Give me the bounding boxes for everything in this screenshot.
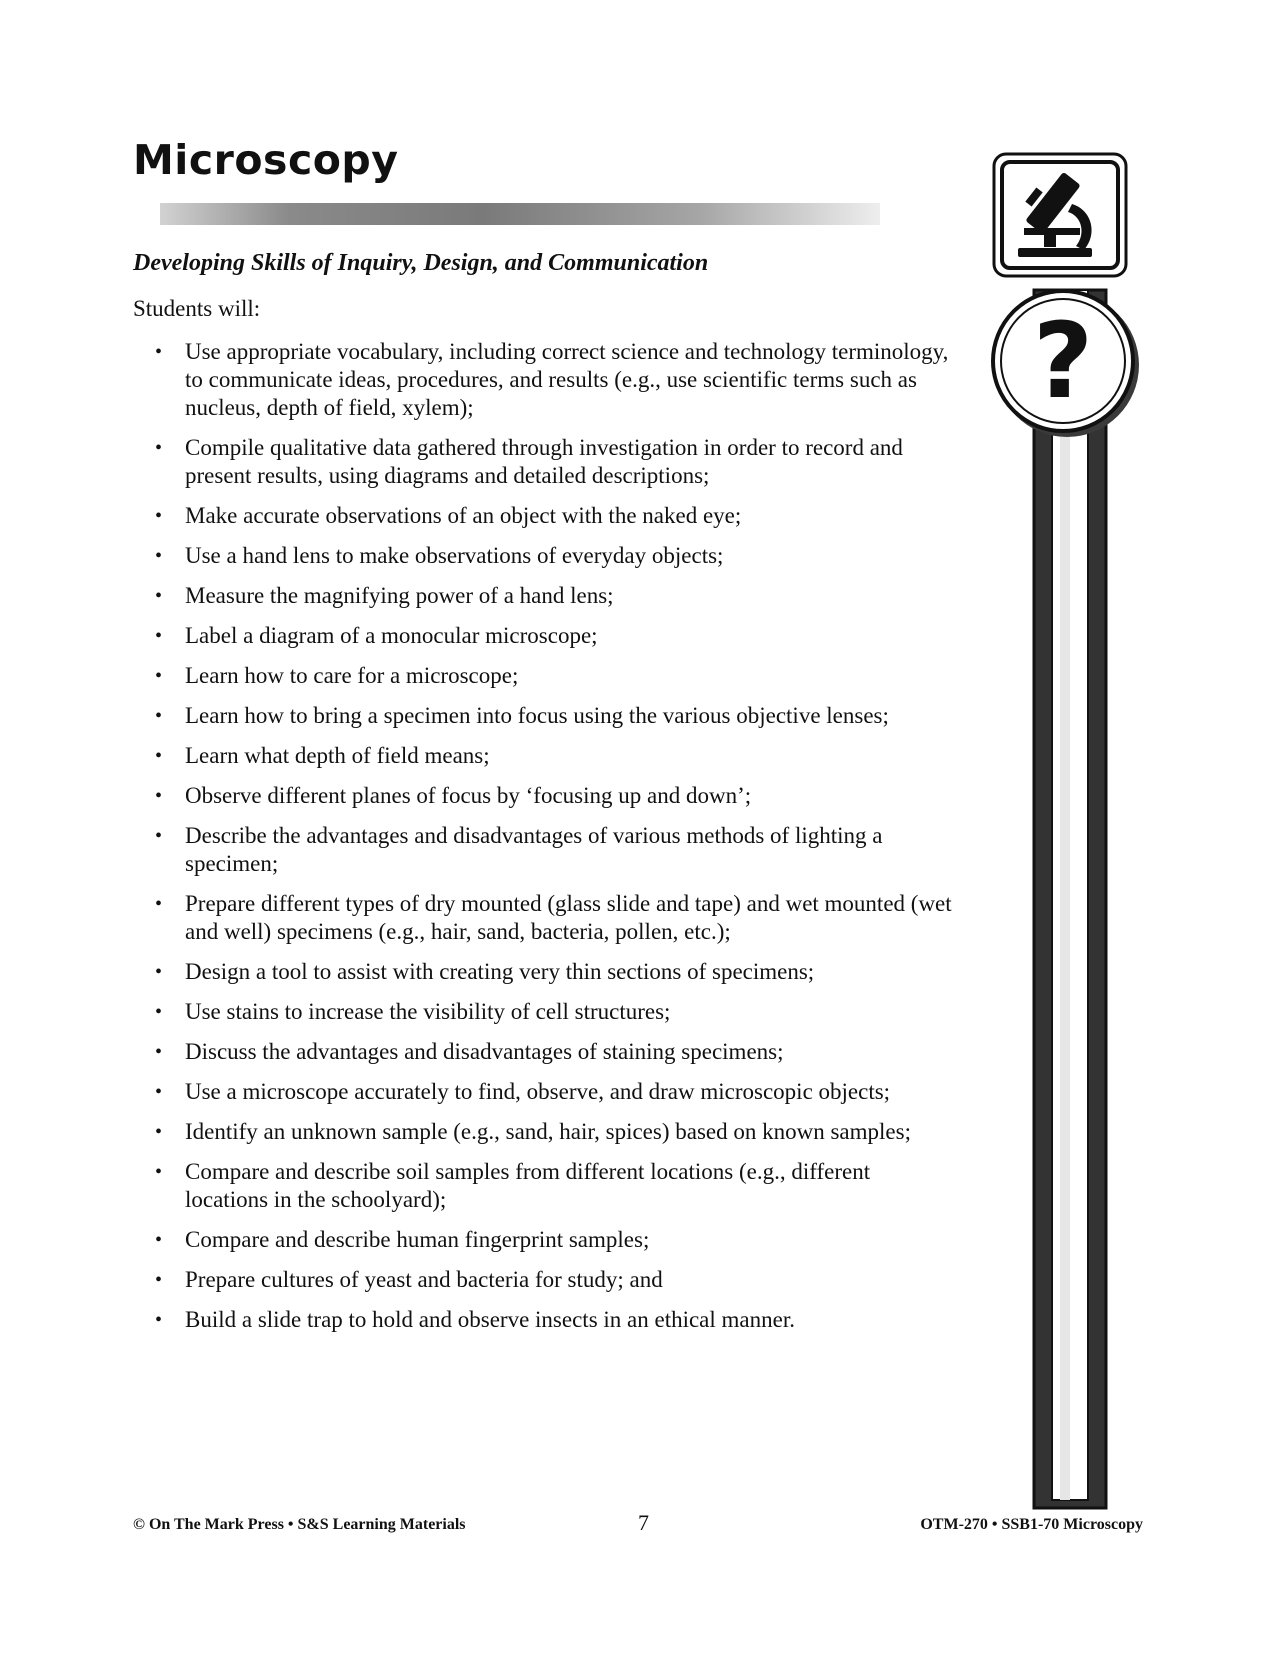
bullet-icon: • (155, 505, 163, 527)
bullet-icon: • (155, 1161, 163, 1183)
bullet-icon: • (155, 961, 163, 983)
skill-list-item (155, 702, 955, 730)
bullet-icon: • (155, 1081, 163, 1103)
skill-list-item (155, 742, 955, 770)
microscope-sign (994, 154, 1126, 276)
footer-copyright: © On The Mark Press • S&S Learning Materials (133, 1516, 466, 1533)
skill-text: Build a slide trap to hold and observe insects in an ethical manner. (185, 1307, 795, 1332)
bullet-icon: • (155, 1309, 163, 1331)
bullet-icon: • (155, 545, 163, 567)
skill-list-item (155, 582, 955, 610)
skill-list-item (155, 1266, 955, 1294)
skill-text: Use stains to increase the visibility of cell structures; (185, 999, 671, 1024)
bullet-icon: • (155, 893, 163, 915)
skill-text: Design a tool to assist with creating very thin sections of specimens; (185, 959, 815, 984)
bullet-icon: • (155, 1121, 163, 1143)
skill-text: Learn how to bring a specimen into focus using the various objective lenses; (185, 703, 889, 728)
skill-text: Use a microscope accurately to find, observe, and draw microscopic objects; (185, 1079, 891, 1104)
page-number: 7 (638, 1510, 649, 1535)
page-title: Microscopy (133, 136, 399, 184)
bullet-icon: • (155, 625, 163, 647)
skill-text: Make accurate observations of an object with the naked eye; (185, 503, 742, 528)
skill-text: Use a hand lens to make observations of everyday objects; (185, 543, 724, 568)
bullet-icon: • (155, 341, 163, 363)
skill-list-item (155, 1158, 955, 1214)
skill-list-item (155, 542, 955, 570)
skill-list-item (155, 622, 955, 650)
skill-list-item (155, 662, 955, 690)
bullet-icon: • (155, 705, 163, 727)
skill-text: Compile qualitative data gathered through investigation in order to record and present results, using diagrams and detailed descriptions; (185, 435, 903, 488)
skill-text: Measure the magnifying power of a hand lens; (185, 583, 614, 608)
bullet-icon: • (155, 1229, 163, 1251)
skill-text: Use appropriate vocabulary, including correct science and technology terminology, to communicate ideas, procedures, and results (e.g., use scientific terms such as nucleus, depth of field, xylem); (185, 339, 949, 420)
bullet-icon: • (155, 785, 163, 807)
signpost-pole (1034, 290, 1106, 1508)
bullet-icon: • (155, 437, 163, 459)
bullet-icon: • (155, 585, 163, 607)
bullet-icon: • (155, 825, 163, 847)
skill-text: Describe the advantages and disadvantages of various methods of lighting a specimen; (185, 823, 883, 876)
skill-text: Observe different planes of focus by ‘focusing up and down’; (185, 783, 752, 808)
skill-text: Learn how to care for a microscope; (185, 663, 519, 688)
bullet-icon: • (155, 745, 163, 767)
skill-text: Identify an unknown sample (e.g., sand, hair, spices) based on known samples; (185, 1119, 911, 1144)
skill-list-item (155, 338, 955, 422)
question-mark-icon: ? (1032, 300, 1094, 422)
skill-text: Prepare different types of dry mounted (glass slide and tape) and wet mounted (wet and well) specimens (e.g., hair, sand, bacteria, pollen, etc.); (185, 891, 952, 944)
bullet-icon: • (155, 1001, 163, 1023)
skill-text: Discuss the advantages and disadvantages of staining specimens; (185, 1039, 784, 1064)
skill-list-item (155, 1226, 955, 1254)
skill-text: Learn what depth of field means; (185, 743, 490, 768)
skill-list-item (155, 434, 955, 490)
skill-list-item (155, 1306, 955, 1334)
page-footer (133, 1510, 1143, 1540)
skill-list-item (155, 782, 955, 810)
skill-list-item (155, 502, 955, 530)
skill-text: Prepare cultures of yeast and bacteria for study; and (185, 1267, 663, 1292)
skill-list-item (155, 958, 955, 986)
bullet-icon: • (155, 1041, 163, 1063)
intro-text: Students will: (133, 296, 261, 321)
bullet-icon: • (155, 1269, 163, 1291)
bullet-icon: • (155, 665, 163, 687)
skill-list-item (155, 822, 955, 878)
footer-product-code: OTM-270 • SSB1-70 Microscopy (920, 1516, 1143, 1533)
section-subheading: Developing Skills of Inquiry, Design, and Communication (133, 250, 709, 276)
skill-list-item (155, 890, 955, 946)
skill-text: Compare and describe soil samples from different locations (e.g., different locations in the schoolyard); (185, 1159, 871, 1212)
skill-list-item (155, 1078, 955, 1106)
skill-list-item (155, 998, 955, 1026)
signpost-illustration (990, 150, 1150, 1510)
skill-list-item (155, 1038, 955, 1066)
question-sign (993, 291, 1139, 437)
skill-text: Label a diagram of a monocular microscope; (185, 623, 598, 648)
skills-list (155, 338, 955, 1346)
skill-list-item (155, 1118, 955, 1146)
skill-text: Compare and describe human fingerprint samples; (185, 1227, 650, 1252)
title-underline-bar (160, 203, 880, 225)
